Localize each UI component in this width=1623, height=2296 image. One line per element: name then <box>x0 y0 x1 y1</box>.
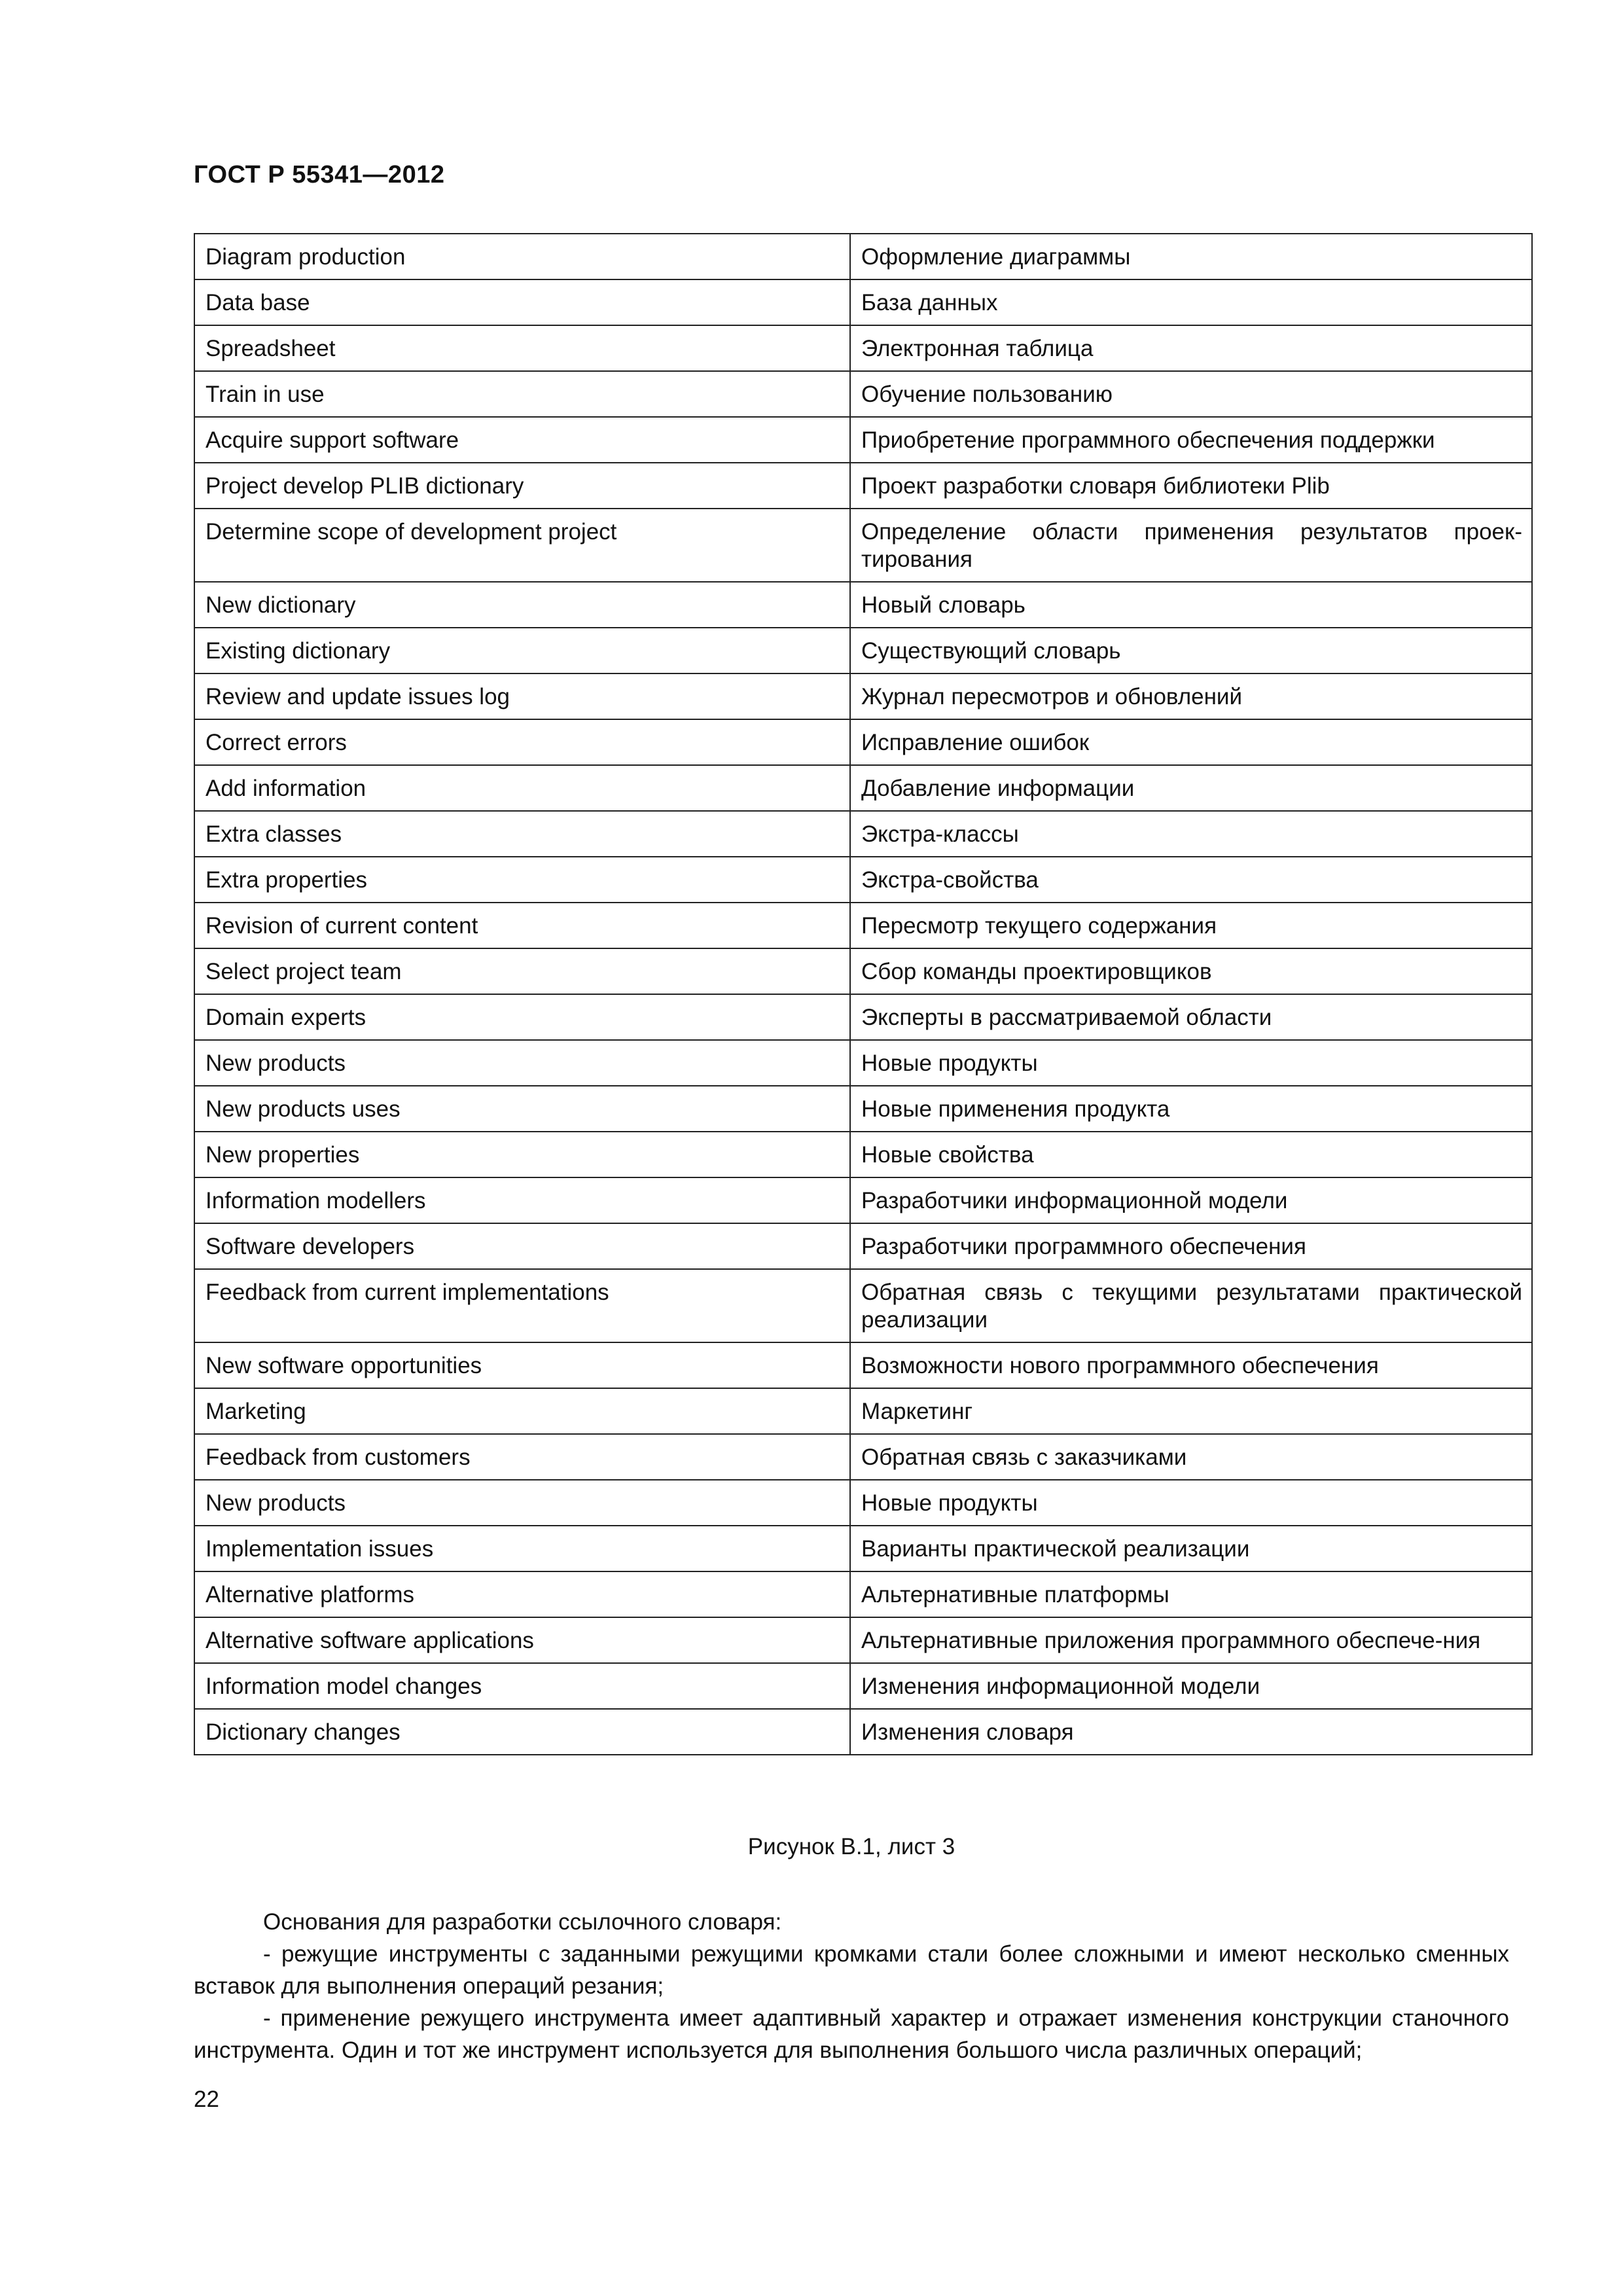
table-row <box>194 1480 1532 1526</box>
term-russian: Обратная связь с текущими результатами практической реализации <box>850 1269 1532 1342</box>
term-english: Alternative platforms <box>194 1571 850 1617</box>
term-russian: Изменения словаря <box>850 1709 1532 1755</box>
table-row <box>194 1223 1532 1269</box>
body-paragraph: - режущие инструменты с заданными режущими кромками стали более сложными и имеют несколько сменных вставок для выполнения операций резания; <box>194 1941 1509 1999</box>
term-english: Extra classes <box>194 811 850 857</box>
term-english: Feedback from customers <box>194 1434 850 1480</box>
table-row <box>194 1342 1532 1388</box>
term-russian: Экстра-свойства <box>850 857 1532 903</box>
table-row <box>194 1040 1532 1086</box>
term-english: Spreadsheet <box>194 325 850 371</box>
term-english: Extra properties <box>194 857 850 903</box>
term-english: Software developers <box>194 1223 850 1269</box>
term-english: Acquire support software <box>194 417 850 463</box>
table-row <box>194 1434 1532 1480</box>
term-english: New products uses <box>194 1086 850 1132</box>
table-row <box>194 1388 1532 1434</box>
table-row <box>194 1177 1532 1223</box>
table-row <box>194 1269 1532 1342</box>
term-russian: Определение области применения результатов проек-тирования <box>850 509 1532 582</box>
term-english: Feedback from current implementations <box>194 1269 850 1342</box>
term-english: Review and update issues log <box>194 673 850 719</box>
term-russian: Эксперты в рассматриваемой области <box>850 994 1532 1040</box>
term-english: Information model changes <box>194 1663 850 1709</box>
term-russian: Изменения информационной модели <box>850 1663 1532 1709</box>
table-row <box>194 1571 1532 1617</box>
term-russian: Обучение пользованию <box>850 371 1532 417</box>
term-english: Domain experts <box>194 994 850 1040</box>
table-row <box>194 857 1532 903</box>
term-english: Determine scope of development project <box>194 509 850 582</box>
term-english: Marketing <box>194 1388 850 1434</box>
term-english: Information modellers <box>194 1177 850 1223</box>
table-row <box>194 765 1532 811</box>
term-english: Data base <box>194 279 850 325</box>
term-russian: Сбор команды проектировщиков <box>850 948 1532 994</box>
term-russian: Обратная связь с заказчиками <box>850 1434 1532 1480</box>
term-russian: Альтернативные приложения программного обеспече-ния <box>850 1617 1532 1663</box>
table-row <box>194 1132 1532 1177</box>
term-russian: Существующий словарь <box>850 628 1532 673</box>
term-russian: Проект разработки словаря библиотеки Plib <box>850 463 1532 509</box>
term-russian: Добавление информации <box>850 765 1532 811</box>
table-row <box>194 1086 1532 1132</box>
term-russian: Оформление диаграммы <box>850 234 1532 279</box>
body-paragraph: - применение режущего инструмента имеет адаптивный характер и отражает изменения конструкции станочного инструмента. Один и тот же инструмент используется для выполнения большого числа различных операций; <box>194 2005 1509 2063</box>
term-russian: Электронная таблица <box>850 325 1532 371</box>
table-row <box>194 719 1532 765</box>
figure-caption: Рисунок В.1, лист 3 <box>747 1834 955 1859</box>
term-russian: Маркетинг <box>850 1388 1532 1434</box>
term-english: Alternative software applications <box>194 1617 850 1663</box>
term-russian: Разработчики информационной модели <box>850 1177 1532 1223</box>
term-russian: Исправление ошибок <box>850 719 1532 765</box>
table-row <box>194 903 1532 948</box>
table-row <box>194 234 1532 279</box>
term-russian: Новые свойства <box>850 1132 1532 1177</box>
term-russian: Новые продукты <box>850 1040 1532 1086</box>
table-row <box>194 948 1532 994</box>
table-row <box>194 509 1532 582</box>
table-row <box>194 628 1532 673</box>
term-english: Project develop PLIB dictionary <box>194 463 850 509</box>
table-row <box>194 582 1532 628</box>
table-row <box>194 325 1532 371</box>
term-russian: Журнал пересмотров и обновлений <box>850 673 1532 719</box>
table-row <box>194 279 1532 325</box>
table-row <box>194 1526 1532 1571</box>
term-english: New properties <box>194 1132 850 1177</box>
term-english: Implementation issues <box>194 1526 850 1571</box>
term-russian: Разработчики программного обеспечения <box>850 1223 1532 1269</box>
term-english: New dictionary <box>194 582 850 628</box>
term-russian: Альтернативные платформы <box>850 1571 1532 1617</box>
term-english: Revision of current content <box>194 903 850 948</box>
term-english: Dictionary changes <box>194 1709 850 1755</box>
table-row <box>194 1709 1532 1755</box>
term-english: Diagram production <box>194 234 850 279</box>
term-russian: Новые продукты <box>850 1480 1532 1526</box>
table-row <box>194 1663 1532 1709</box>
term-russian: База данных <box>850 279 1532 325</box>
term-russian: Новые применения продукта <box>850 1086 1532 1132</box>
term-russian: Пересмотр текущего содержания <box>850 903 1532 948</box>
body-text <box>194 1906 1509 2066</box>
term-english: New products <box>194 1480 850 1526</box>
page-number: 22 <box>194 2087 219 2112</box>
table-row <box>194 371 1532 417</box>
table-row <box>194 994 1532 1040</box>
term-english: Correct errors <box>194 719 850 765</box>
document-header: ГОСТ Р 55341—2012 <box>194 161 445 188</box>
table-row <box>194 417 1532 463</box>
term-russian: Новый словарь <box>850 582 1532 628</box>
terms-table-body <box>194 234 1532 1755</box>
term-english: Train in use <box>194 371 850 417</box>
term-russian: Приобретение программного обеспечения поддержки <box>850 417 1532 463</box>
table-row <box>194 463 1532 509</box>
term-english: Add information <box>194 765 850 811</box>
term-russian: Экстра-классы <box>850 811 1532 857</box>
body-paragraph: Основания для разработки ссылочного словаря: <box>263 1909 782 1935</box>
term-english: New software opportunities <box>194 1342 850 1388</box>
table-row <box>194 673 1532 719</box>
term-english: Existing dictionary <box>194 628 850 673</box>
term-english: Select project team <box>194 948 850 994</box>
table-row <box>194 1617 1532 1663</box>
term-russian: Возможности нового программного обеспечения <box>850 1342 1532 1388</box>
term-english: New products <box>194 1040 850 1086</box>
table-row <box>194 811 1532 857</box>
term-russian: Варианты практической реализации <box>850 1526 1532 1571</box>
terms-table <box>194 233 1533 1755</box>
